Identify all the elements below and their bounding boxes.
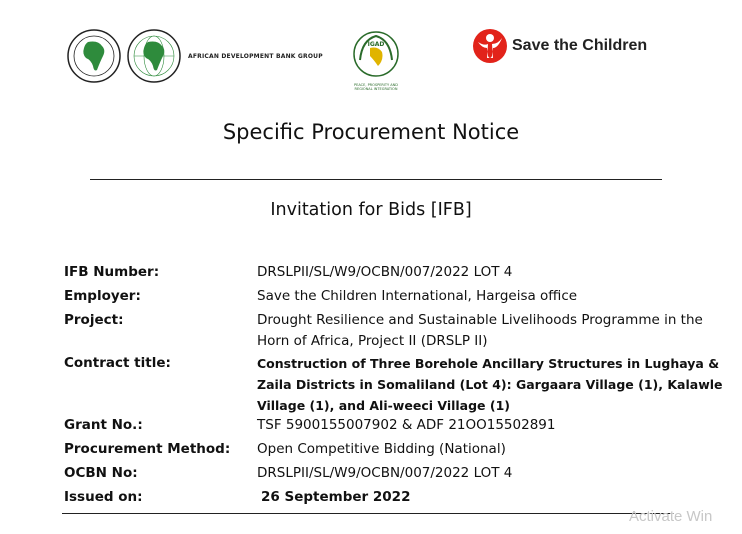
activate-windows-watermark: Activate Win [629, 508, 713, 525]
detail-row-employer [64, 286, 734, 310]
bottom-divider [62, 513, 674, 514]
detail-value: Drought Resilience and Sustainable Livelihoods Programme in the Horn of Africa, Project II (DRSLP II) [257, 312, 703, 349]
page-title: Specific Procurement Notice [222, 120, 520, 144]
detail-label: OCBN No: [64, 465, 138, 481]
detail-label: Employer: [64, 288, 141, 304]
detail-value: 26 September 2022 [261, 489, 411, 505]
page-subtitle: Invitation for Bids [IFB] [270, 200, 472, 220]
detail-label: Procurement Method: [64, 441, 231, 457]
detail-row-project [64, 310, 734, 353]
detail-row-ocbn-no [64, 463, 734, 487]
save-the-children-logo [472, 28, 647, 64]
igad-label: IGAD [367, 41, 385, 48]
detail-row-contract-title [64, 353, 734, 415]
igad-tagline: PEACE, PROSPERITY AND REGIONAL INTEGRATION [354, 83, 398, 91]
detail-row-ifb-number [64, 262, 734, 286]
details-list [64, 262, 734, 509]
detail-label: Grant No.: [64, 417, 143, 433]
detail-value: DRSLPII/SL/W9/OCBN/007/2022 LOT 4 [257, 465, 513, 481]
detail-label: Project: [64, 312, 124, 328]
afdb-seal-icon [66, 28, 122, 84]
detail-label: Contract title: [64, 355, 171, 371]
afdb-text: AFRICAN DEVELOPMENT BANK GROUP [188, 52, 323, 60]
igad-emblem-icon [352, 30, 400, 78]
logo-row [0, 22, 742, 102]
detail-row-grant-no [64, 415, 734, 439]
afdb-logos [66, 28, 323, 84]
save-the-children-icon [472, 28, 508, 64]
detail-value: Save the Children International, Hargeisa office [257, 288, 578, 304]
detail-value: DRSLPII/SL/W9/OCBN/007/2022 LOT 4 [257, 264, 513, 280]
title-divider [90, 179, 662, 180]
detail-value: TSF 5900155007902 & ADF 21OO15502891 [257, 417, 556, 433]
save-the-children-text: Save the Children [512, 37, 648, 54]
igad-logo [349, 30, 403, 91]
detail-value: Open Competitive Bidding (National) [257, 441, 506, 457]
afdb-globe-icon [126, 28, 182, 84]
detail-label: IFB Number: [64, 264, 160, 280]
detail-label: Issued on: [64, 489, 143, 505]
detail-row-procurement-method [64, 439, 734, 463]
detail-row-issued-on [64, 487, 734, 509]
detail-value: Construction of Three Borehole Ancillary Structures in Lughaya & Zaila Districts in Somaliland (Lot 4): Gargaara Village (1), Kalawle Village (1), and Ali-weeci Village (1) [257, 356, 723, 413]
